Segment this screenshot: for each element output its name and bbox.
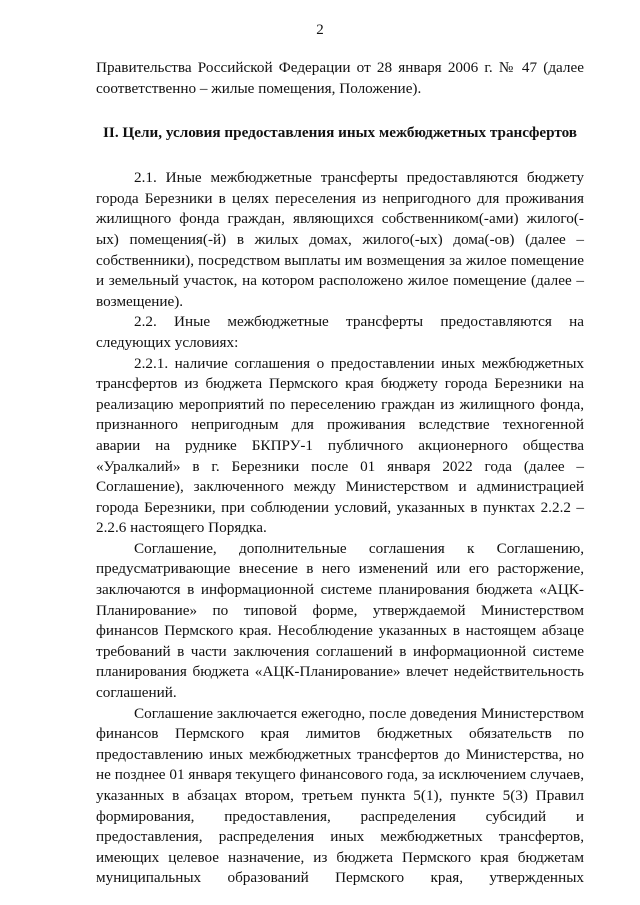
- paragraph-2-2-1: 2.2.1. наличие соглашения о предоставлении иных межбюджетных трансфертов из бюджета Пермского края бюджету города Березники на реализацию мероприятий по переселению граждан из жилищного фонда, признанного непригодным для проживания вследствие техногенной аварии на руднике БКПРУ-1 публичного акционерного общества «Уралкалий» в г. Березники после 01 января 2022 года (далее – Соглашение), заключенного между Министерством и администрацией города Березники, при соблюдении условий, указанных в пунктах 2.2.2 – 2.2.6 настоящего Порядка.: [96, 354, 584, 537]
- document-body: [96, 58, 584, 889]
- paragraph-2-1: 2.1. Иные межбюджетные трансферты предоставляются бюджету города Березники в целях переселения из непригодного для проживания жилищного фонда граждан, являющихся собственником(-ами) жилого(-ых) помещения(-й) в жилых домах, жилого(-ых) дома(-ов) (далее – собственники), посредством выплаты им возмещения за жилое помещение и земельный участок, на котором расположено жилое помещение (далее – возмещение).: [96, 169, 584, 310]
- paragraph-intro: Правительства Российской Федерации от 28 января 2006 г. № 47 (далее соответственно – жилые помещения, Положение).: [96, 59, 584, 97]
- section-heading: II. Цели, условия предоставления иных межбюджетных трансфертов: [103, 124, 577, 142]
- paragraph-agreement-acc: Соглашение, дополнительные соглашения к Соглашению, предусматривающие внесение в него изменений или его расторжение, заключаются в информационной системе планирования бюджета «АЦК-Планирование» по типовой форме, утверждаемой Министерством финансов Пермского края. Несоблюдение указанных в настоящем абзаце требований в части заключения соглашений в информационной системе планирования бюджета «АЦК-Планирование» влечет недействительность соглашений.: [96, 539, 584, 702]
- page-number: 2: [316, 22, 324, 38]
- paragraph-agreement-annual: Соглашение заключается ежегодно, после доведения Министерством финансов Пермского края лимитов бюджетных обязательств по предоставлению иных межбюджетных трансфертов до Министерства, но не позднее 01 января текущего финансового года, за исключением случаев, указанных в абзацах втором, третьем пункта 5(1), пункте 5(3) Правил формирования, предоставления, распределения субсидий и предоставления, распределения иных межбюджетных трансфертов, имеющих целевое назначение, из бюджета Пермского края бюджетам муниципальных образований Пермского края, утвержденных: [96, 704, 584, 887]
- paragraph-2-2: 2.2. Иные межбюджетные трансферты предоставляются на следующих условиях:: [96, 313, 584, 351]
